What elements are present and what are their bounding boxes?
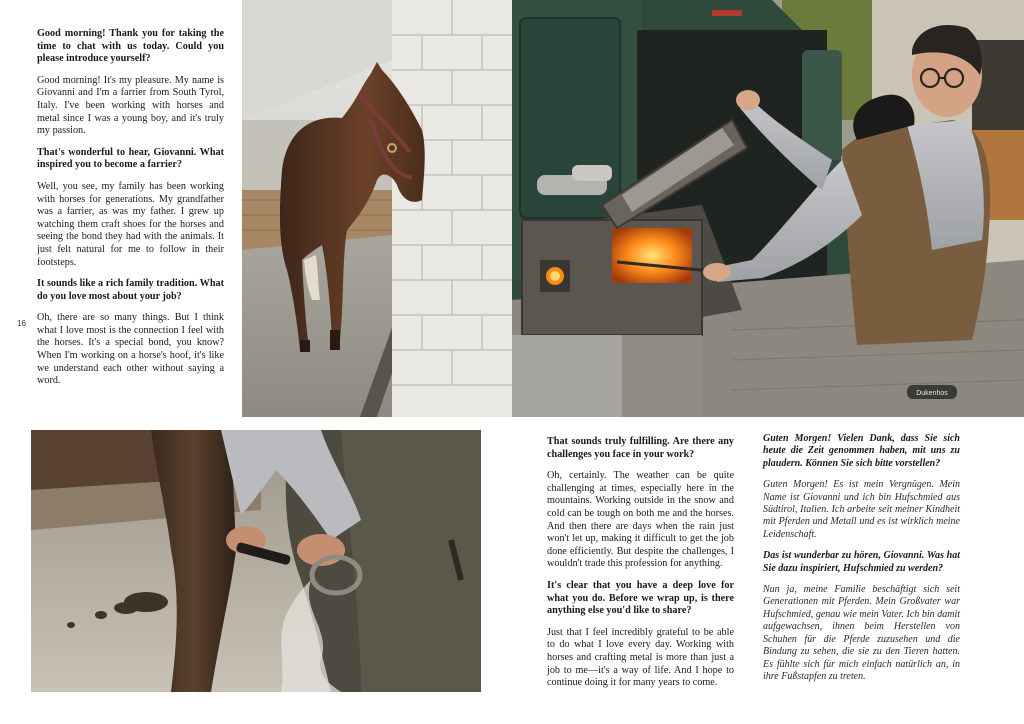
interview-column-middle [547, 436, 734, 699]
interview-question: Good morning! Thank you for taking the time to chat with us today. Could you please introduce yourself? [37, 28, 224, 65]
interview-question: It sounds like a rich family tradition. What do you love most about your job? [37, 278, 224, 302]
interview-question-de: Das ist wunderbar zu hören, Giovanni. Was hat Sie dazu inspiriert, Hufschmied zu werden? [763, 550, 960, 574]
interview-answer-de: Guten Morgen! Es ist mein Vergnügen. Mein Name ist Giovanni und ich bin Hufschmied aus Südtirol, Italien. Ich arbeite seit meiner Kindheit mit Pferden und Metall und es ist wirklich meine Leidenschaft. [763, 479, 960, 540]
interview-answer: Oh, certainly. The weather can be quite challenging at times, especially here in the mountains. Working outside in the snow and cold can be tough on both me and the horses. And then there are days when the rain just won't let up, making it difficult to get the job done efficiently. But despite the challenges, I wouldn't trade this profession for anything. [547, 470, 734, 570]
horse-stable-photo [242, 0, 512, 417]
interview-answer: Good morning! It's my pleasure. My name is Giovanni and I'm a farrier from South Tyrol, Italy. I've been working with horses and metal since I was a young boy, and it's truly my passion. [37, 74, 224, 137]
apron-logo-text: Dukenhos [916, 390, 948, 397]
interview-answer: Just that I feel incredibly grateful to be able to do what I love every day. Working with horses and crafting metal is more than just a job to me—it's a way of life. And I hope to continue doing it for many years to come. [547, 626, 734, 689]
interview-answer-de: Nun ja, meine Familie beschäftigt sich seit Generationen mit Pferden. Mein Großvater war Hufschmied, genau wie mein Vater. Ich bin damit aufgewachsen, ihnen beim Herstellen von Schuhen für die Pferde zuzusehen und die Bindung zu sehen, die sie zu den Tieren hatten. Es fühlte sich für mich einfach natürlich an, in ihre Fußstapfen zu treten. [763, 584, 960, 682]
farrier-forge-photo [512, 0, 1024, 417]
interview-question: That's wonderful to hear, Giovanni. What inspired you to become a farrier? [37, 146, 224, 171]
page-number: 16 [17, 319, 26, 328]
interview-answer: Well, you see, my family has been working with horses for generations. My grandfather was a farrier, as was my father. I grew up watching them craft shoes for the horses and seeing the bond they had with the animals. It just felt natural for me to follow in their footsteps. [37, 180, 224, 268]
interview-answer: Oh, there are so many things. But I think what I love most is the connection I feel with the horses. It's a special bond, you know? When I'm working on a horse's hoof, it's like we understand each other without saying a word. [37, 312, 224, 387]
interview-column-german [763, 433, 960, 692]
interview-question: That sounds truly fulfilling. Are there any challenges you face in your work? [547, 436, 734, 460]
interview-question-de: Guten Morgen! Vielen Dank, dass Sie sich heute die Zeit genommen haben, mit uns zu plaudern. Können Sie sich bitte vorstellen? [763, 433, 960, 469]
hoof-shoeing-photo [31, 430, 481, 692]
interview-column-left [37, 28, 224, 397]
interview-question: It's clear that you have a deep love for what you do. Before we wrap up, is there anything else you'd like to share? [547, 579, 734, 617]
